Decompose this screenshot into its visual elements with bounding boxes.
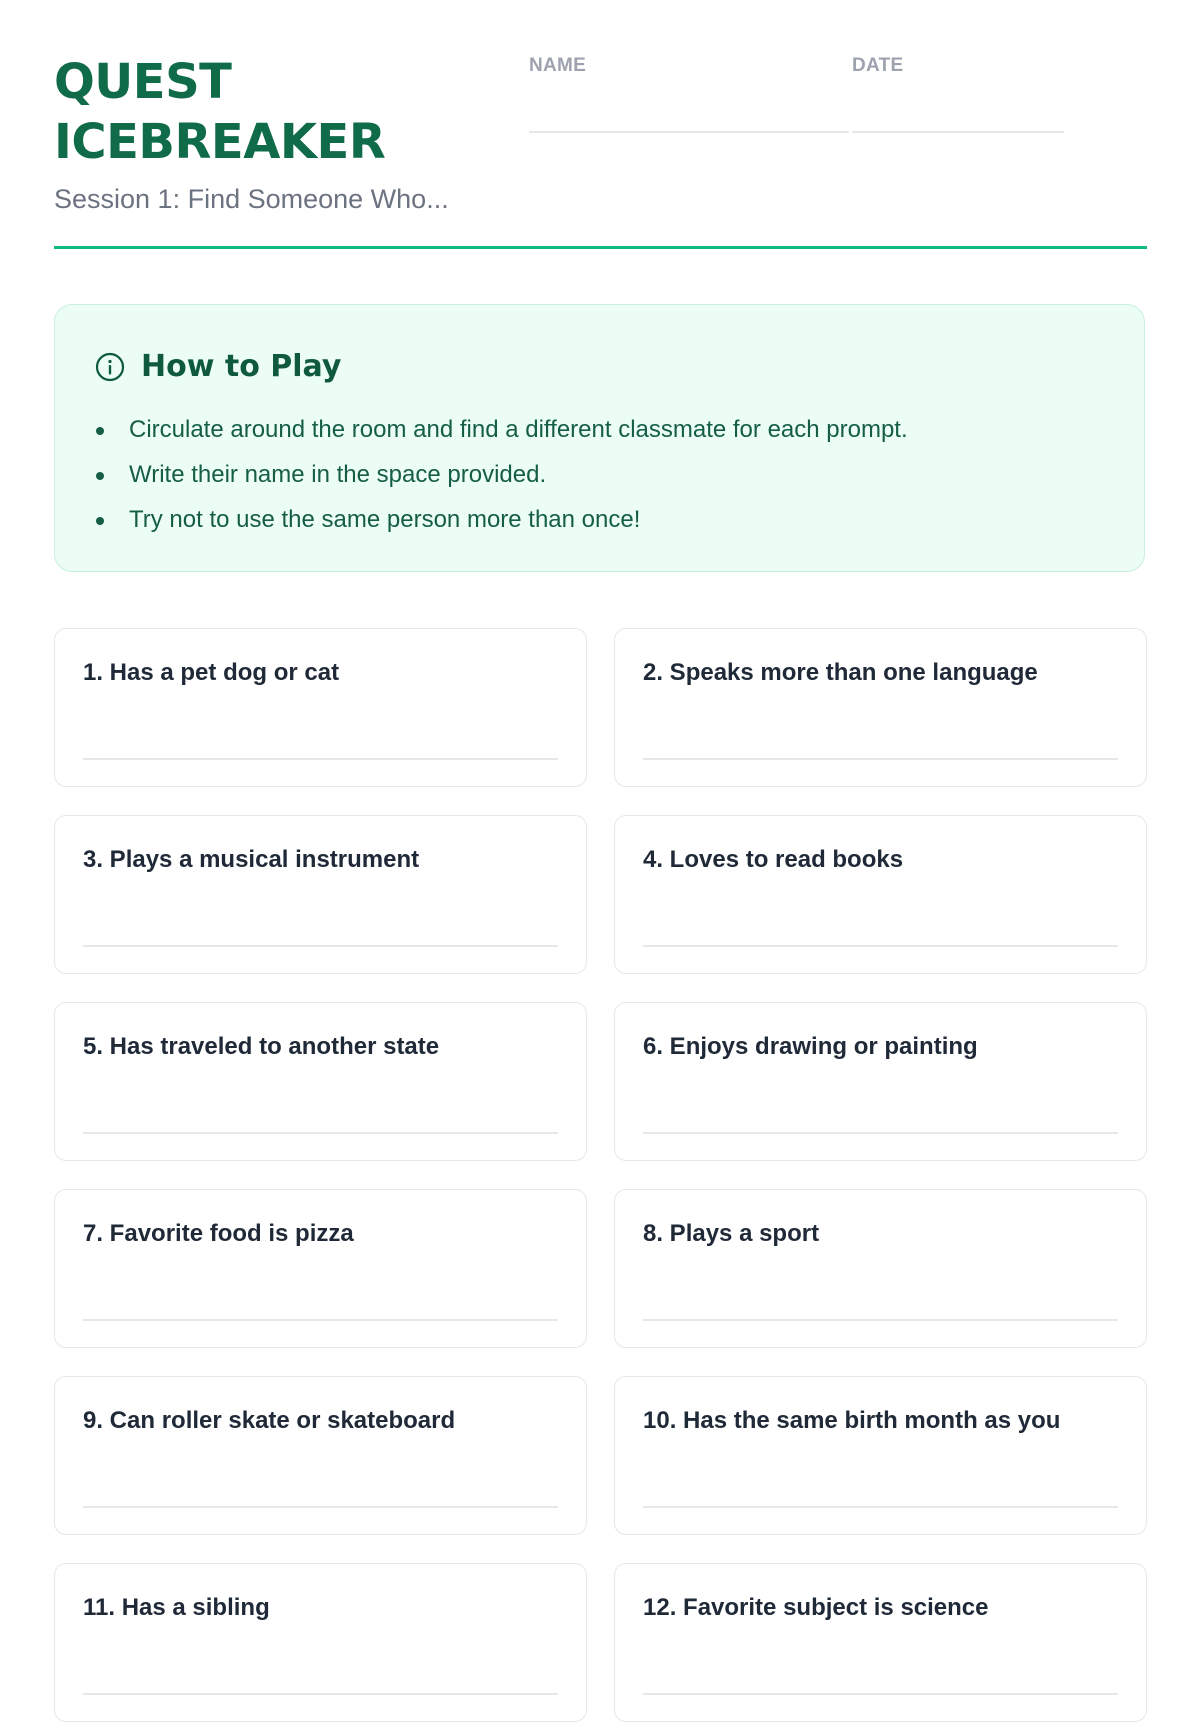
- prompt-label: 10. Has the same birth month as you: [643, 1407, 1061, 1434]
- answer-line[interactable]: [83, 758, 558, 760]
- answer-line[interactable]: [83, 1132, 558, 1134]
- prompt-label: 8. Plays a sport: [643, 1220, 820, 1247]
- date-field-line[interactable]: [852, 131, 1064, 133]
- prompt-card: [54, 1563, 587, 1722]
- prompt-card: [54, 1002, 587, 1161]
- prompt-card: [614, 1189, 1147, 1348]
- prompt-grid: [54, 628, 1147, 1722]
- prompt-card: [614, 1002, 1147, 1161]
- answer-line[interactable]: [643, 1693, 1118, 1695]
- answer-line[interactable]: [83, 945, 558, 947]
- instruction-item: Write their name in the space provided.: [95, 452, 908, 497]
- worksheet-title: [54, 52, 385, 172]
- how-to-play-title: How to Play: [141, 349, 342, 384]
- answer-line[interactable]: [643, 945, 1118, 947]
- prompt-card: [54, 815, 587, 974]
- info-circle-icon: [95, 352, 125, 382]
- worksheet-header: [54, 0, 1147, 250]
- answer-line[interactable]: [83, 1506, 558, 1508]
- date-field-label: DATE: [852, 55, 904, 76]
- answer-line[interactable]: [643, 1506, 1118, 1508]
- prompt-card: [54, 628, 587, 787]
- answer-line[interactable]: [643, 758, 1118, 760]
- instructions-list: [95, 407, 908, 542]
- how-to-play-panel: [54, 304, 1145, 572]
- prompt-label: 7. Favorite food is pizza: [83, 1220, 354, 1247]
- prompt-label: 4. Loves to read books: [643, 846, 904, 873]
- session-subtitle: Session 1: Find Someone Who...: [54, 184, 449, 214]
- prompt-card: [614, 1376, 1147, 1535]
- prompt-card: [614, 628, 1147, 787]
- name-field-label: NAME: [529, 55, 587, 76]
- prompt-card: [54, 1376, 587, 1535]
- prompt-card: [54, 1189, 587, 1348]
- instruction-item: Circulate around the room and find a different classmate for each prompt.: [95, 407, 908, 452]
- prompt-card: [614, 815, 1147, 974]
- answer-line[interactable]: [83, 1693, 558, 1695]
- header-divider: [54, 246, 1147, 249]
- title-line-2: ICEBREAKER: [54, 114, 386, 170]
- answer-line[interactable]: [643, 1132, 1118, 1134]
- answer-line[interactable]: [643, 1319, 1118, 1321]
- how-to-play-heading: [95, 349, 341, 384]
- prompt-label: 9. Can roller skate or skateboard: [83, 1407, 456, 1434]
- prompt-card: [614, 1563, 1147, 1722]
- prompt-label: 2. Speaks more than one language: [643, 659, 1038, 686]
- prompt-label: 6. Enjoys drawing or painting: [643, 1033, 978, 1060]
- instruction-item: Try not to use the same person more than once!: [95, 497, 908, 542]
- name-field-line[interactable]: [529, 131, 849, 133]
- prompt-label: 12. Favorite subject is science: [643, 1594, 989, 1621]
- prompt-label: 3. Plays a musical instrument: [83, 846, 420, 873]
- title-line-1: QUEST: [54, 54, 232, 110]
- prompt-label: 1. Has a pet dog or cat: [83, 659, 340, 686]
- answer-line[interactable]: [83, 1319, 558, 1321]
- prompt-label: 5. Has traveled to another state: [83, 1033, 440, 1060]
- prompt-label: 11. Has a sibling: [83, 1594, 270, 1621]
